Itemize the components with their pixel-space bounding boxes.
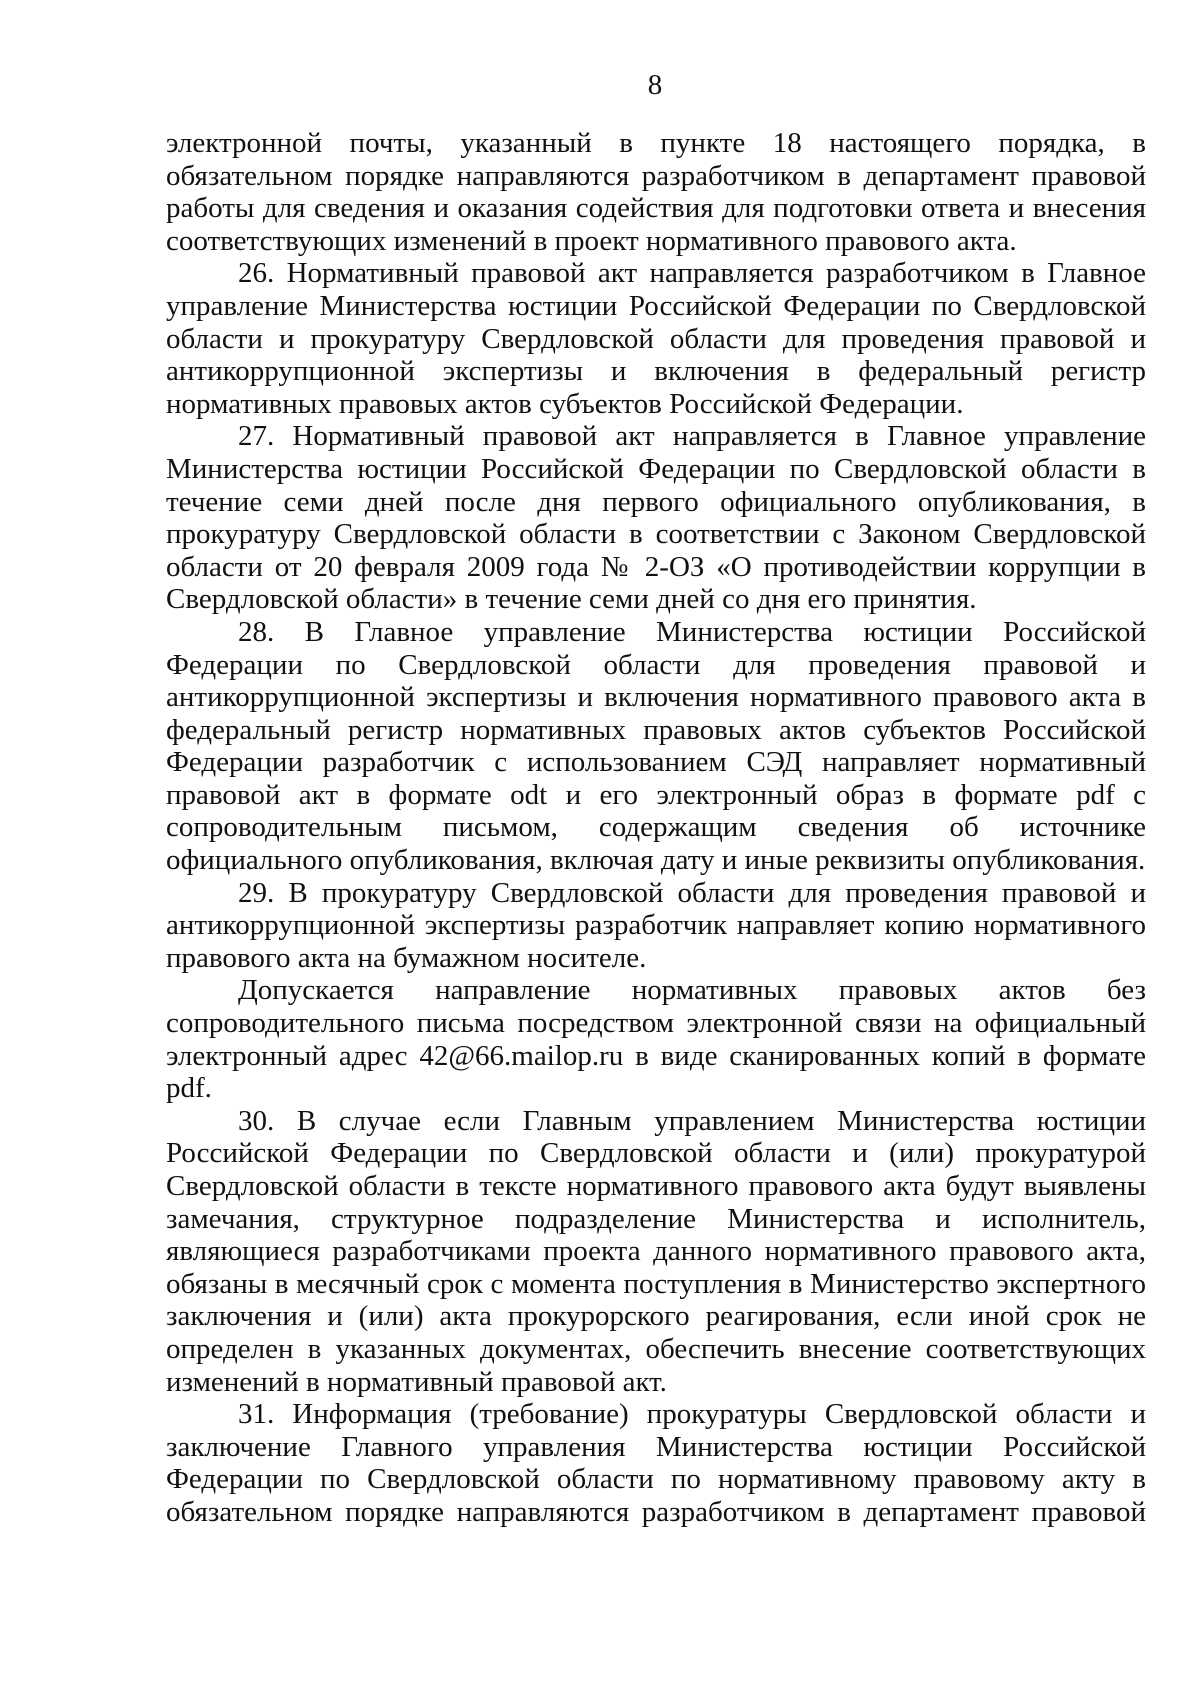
paragraph-28: 28. В Главное управление Министерства юстиции Российской Федерации по Свердловской области для проведения правовой и антикоррупционной экспертизы и включения нормативного правового акта в федеральный регистр нормативных правовых актов субъектов Российской Федерации разработчик с использованием СЭД направляет нормативный правовой акт в формате odt и его электронный образ в формате pdf с сопроводительным письмом, содержащим сведения об источнике официального опубликования, включая дату и иные реквизиты опубликования. <box>166 615 1146 877</box>
paragraph-29: 29. В прокуратуру Свердловской области для проведения правовой и антикоррупционной экспертизы разработчик направляет копию нормативного правового акта на бумажном носителе. <box>166 876 1146 974</box>
paragraph-29-addendum: Допускается направление нормативных правовых актов без сопроводительного письма посредством электронной связи на официальный электронный адрес 42@66.mailop.ru в виде сканированных копий в формате pdf. <box>166 974 1146 1105</box>
paragraph-continuation: электронной почты, указанный в пункте 18 настоящего порядка, в обязательном порядке направляются разработчиком в департамент правовой работы для сведения и оказания содействия для подготовки ответа и внесения соответствующих изменений в проект нормативного правового акта. <box>166 127 1146 257</box>
page-number: 8 <box>647 69 663 101</box>
paragraph-30: 30. В случае если Главным управлением Министерства юстиции Российской Федерации по Свердловской области и (или) прокуратурой Свердловской области в тексте нормативного правового акта будут выявлены замечания, структурное подразделение Министерства и исполнитель, являющиеся разработчиками проекта данного нормативного правового акта, обязаны в месячный срок с момента поступления в Министерство экспертного заключения и (или) акта прокурорского реагирования, если иной срок не определен в указанных документах, обеспечить внесение соответствующих изменений в нормативный правовой акт. <box>166 1104 1146 1398</box>
paragraph-26: 26. Нормативный правовой акт направляется разработчиком в Главное управление Министерства юстиции Российской Федерации по Свердловской области и прокуратуру Свердловской области для проведения правовой и антикоррупционной экспертизы и включения в федеральный регистр нормативных правовых актов субъектов Российской Федерации. <box>166 257 1146 420</box>
paragraph-31: 31. Информация (требование) прокуратуры Свердловской области и заключение Главного управления Министерства юстиции Российской Федерации по Свердловской области по нормативному правовому акту в обязательном порядке направляются разработчиком в департамент правовой <box>166 1398 1146 1528</box>
document-body <box>166 127 1146 1529</box>
paragraph-27: 27. Нормативный правовой акт направляется в Главное управление Министерства юстиции Российской Федерации по Свердловской области в течение семи дней после дня первого официального опубликования, в прокуратуру Свердловской области в соответствии с Законом Свердловской области от 20 февраля 2009 года № 2-ОЗ «О противодействии коррупции в Свердловской области» в течение семи дней со дня его принятия. <box>166 420 1146 616</box>
